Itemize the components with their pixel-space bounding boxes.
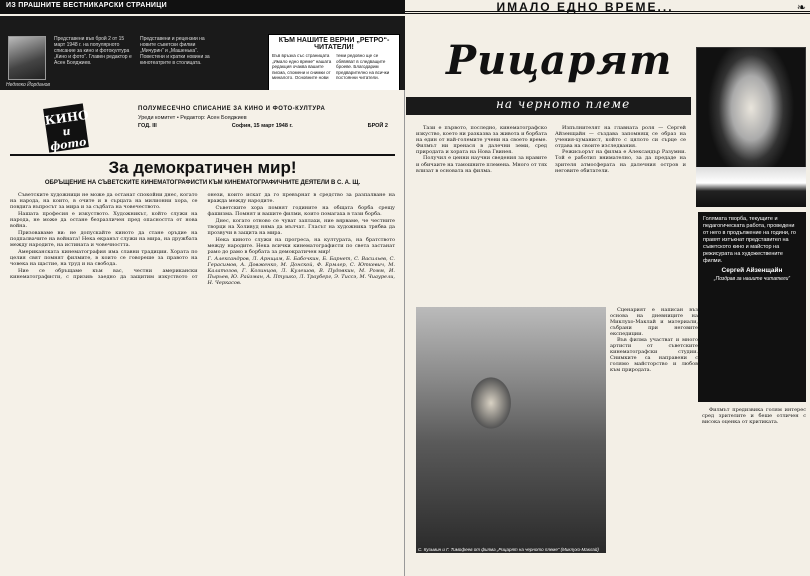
article-body [10, 192, 395, 568]
paragraph: Днес, когато отново се чуват заплахи, ние вярваме, че честните творци на Холивуд няма да мълчат. Гласът на художника трябва да прозвучи в защита на мира. [207, 218, 395, 236]
portrait-signature-note: „Поздрав за нашите читатели“ [713, 276, 791, 282]
film-still-caption: С. Кузьмин и Г. Тимофеев от филма „Рицарят на черното племе“ (Миклухо-Маклай) [418, 547, 599, 552]
divider [10, 154, 395, 156]
right-page [406, 17, 810, 576]
portrait-photo-lower [696, 167, 806, 207]
paragraph: Нека киното служи на прогреса, на културата, на братството между народите. Нека всички кинематографисти по света застанат рамо до рамо в борбата за демократичен мир! [207, 237, 395, 255]
readers-box-body: Във връзка със страницата „Имало едно време“ нашата редакция очаква вашите писма, спомени и снимки от миналото. Основните нови теми редовно ще се обявяват в следващите броеве. Благодарим предварително на всички постоянни читатели. [272, 53, 390, 80]
signers-list: Г. Александров, Л. Арнщам, Б. Бабочкин, Б. Барнет, С. Васильев, С. Герасимов, А. Довженко, М. Донской, Ф. Ермлер, С. Юткевич, М. Калатозов, Г. Козинцов, Л. Кулешов, В. Пудовкин, М. Ромм, И. Пырьев, Ю. Райзман, А. Птушко, Л. Трауберг, Э. Тиссэ, М. Чиаурели, Н. Черкасов. [207, 256, 395, 286]
section-tag: ИЗ ПРАШНИТЕ ВЕСТНИКАРСКИ СТРАНИЦИ [6, 2, 168, 9]
portrait-caption-box [698, 212, 806, 402]
paragraph: Ние се обръщаме към вас, честни американски кинематографисти, с призив: заедно да защитим изкуството от онези, които искат да го превърнат в средство за разпалване на вражда между народите. [10, 192, 395, 280]
paragraph: Призоваваме ви: не допускайте киното да стане оръдие на подпалвачите на войната! Нека екранът служи на мира, на дружбата между народите, на истината и човечността. [10, 230, 198, 248]
page-title: ИМАЛО ЕДНО ВРЕМЕ... [496, 0, 674, 14]
intro-strip [0, 16, 405, 90]
paragraph: Изпълнителят на главната роля — Сергей Айзенщайн — създава запомнящ се образ на учения-хуманист, който с цялото си сърце се отдава на своите изследвания. [555, 125, 686, 150]
paragraph: Съветските художници не може да останат спокойни днес, когато на народа, на които, в очите и в сърцата на милионни хора, се повдига въпросът за мира и за съдбата на човечеството. [10, 192, 198, 210]
article-headline: За демократичен мир! [108, 158, 297, 177]
logo-line-2: и фото [49, 124, 88, 154]
feature-body-top [416, 125, 686, 305]
masthead-editors: Уреди комитет • Редактор: Асен Бояджиев [138, 115, 247, 121]
feature-title: Рицарят [446, 37, 673, 84]
feature-title-band: на черното племе [406, 97, 691, 115]
masthead-year: ГОД. III [138, 123, 157, 129]
masthead-meta [138, 123, 388, 129]
readers-box-title: КЪМ НАШИТЕ ВЕРНИ „РЕТРО“-ЧИТАТЕЛИ! [278, 37, 390, 51]
paragraph: Американската кинематография има славни традиции. Хората по целия свят помнят филмите, в които се говореше за правото на човека на щастие, на труд и на свобода. [10, 249, 198, 267]
feature-body-right [702, 407, 806, 571]
portrait-caption: Голямата творба, текущите и педагогическата работа, проведени от него в продължение на години, го правят изтъкнат представител на съветското кино и майстор на режисурата на художествените филми. [703, 216, 796, 264]
paragraph: Съветските хора помнят годините на общата борба срещу фашизма. Помнят и вашите филми, които помагаха в тази борба. [207, 205, 395, 217]
intro-text-1: Представени във брой 2 от 15 март 1948 г. на популярното списание за кино и фотокултура „Кино и фото“. Главен редактор е Асен Бояджиев. [54, 36, 132, 66]
paragraph: Нашата професия е изкуството. Художникът, който служи на народа, не може да остане безразличен пред опасността от нова война. [10, 211, 198, 229]
paragraph: Във филма участват и много артисти от съветските кинематографски студии. Снимките са направени с голямо майсторство и любов към природата. [610, 337, 698, 373]
author-photo [8, 36, 46, 80]
intro-text-2: Представени и рецензии на новите съветски филми „Мичурин“ и „Машенька“. Повестени и кратки новини за кинотеатрите в столицата. [140, 36, 210, 66]
section-header-bar [0, 0, 405, 14]
masthead-tagline: ПОЛУМЕСЕЧНО СПИСАНИЕ ЗА КИНО И ФОТО-КУЛТУРА [138, 106, 326, 112]
article-subheadline: ОБРЪЩЕНИЕ НА СЪВЕТСКИТЕ КИНЕМАТОГРАФИСТИ КЪМ КИНЕМАТОГРАФИЧНИТЕ ДЕЯТЕЛИ В С. А. Щ. [44, 180, 361, 186]
masthead-issue: БРОЙ 2 [367, 123, 388, 129]
left-page [0, 90, 405, 576]
portrait-name: Сергей Айзенщайн [721, 267, 783, 274]
author-caption: Недялко Йорданов [6, 82, 50, 88]
logo-line-1: КИНО [43, 107, 90, 128]
paragraph: Сценарият е написан въз основа на дневниците на Миклухо-Маклай и материали, събрани при неговите експедиции. [610, 307, 698, 337]
paragraph: Филмът предизвика голям интерес сред зрителите и беше отличен с висока оценка от критиката. [702, 407, 806, 425]
feature-body-middle [610, 307, 698, 569]
masthead-date: София, 15 март 1948 г. [231, 123, 293, 129]
paragraph: Тази е първото, последно, кинематографско изкуство, което ни разказва за живота и борбата на един от най-големите учени на своето време. Филмът ни пренася в далечни земи, сред природата и хората на Нова Гвинея. [416, 125, 547, 156]
readers-box [268, 34, 400, 96]
paragraph: Получил е ценни научни сведения за нравите и обичаите на тамошните племена. Много от тях влизат в основата на филма. [416, 155, 547, 174]
paragraph: Режисьорът на филма е Александър Разумни. Той е работил внимателно, за да предаде на зрителя атмосферата на далечния остров и неговите обитатели. [555, 149, 686, 174]
film-still-photo [416, 307, 606, 553]
magazine-logo [43, 103, 89, 152]
ornament-icon: ❧ [796, 1, 806, 14]
